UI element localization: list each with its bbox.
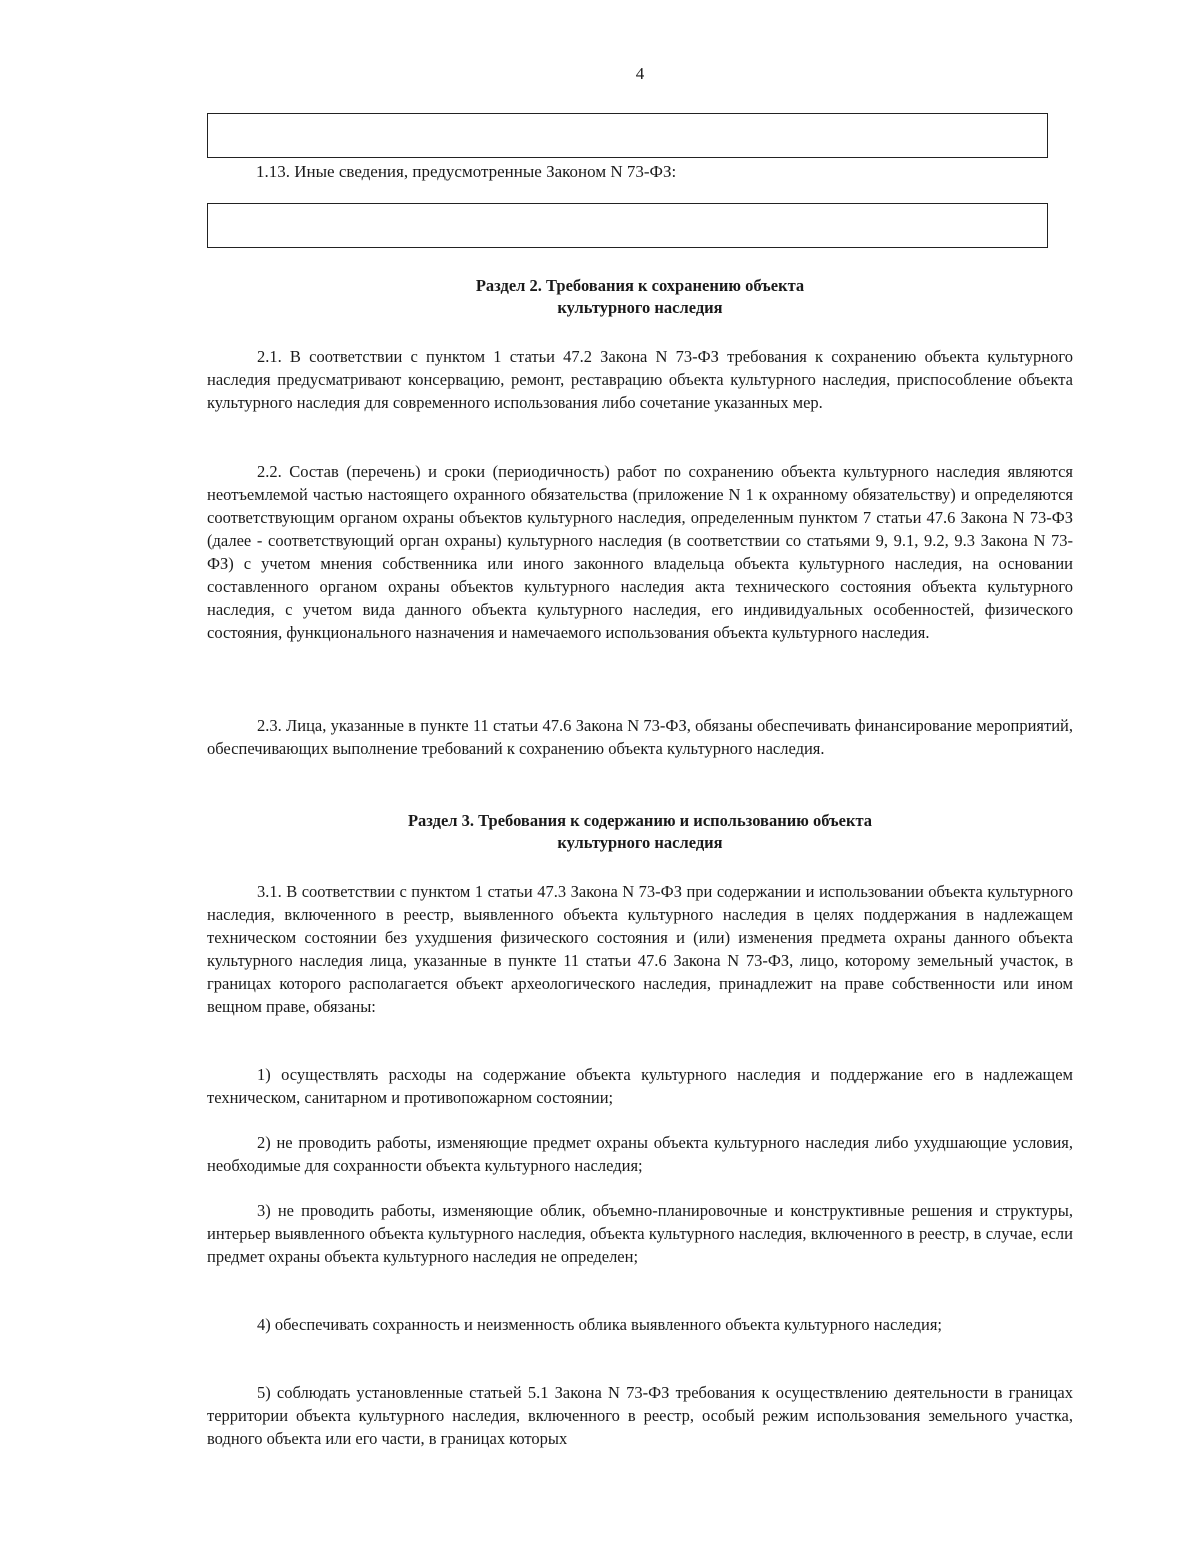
section-2-title: [207, 275, 1073, 319]
paragraph-2-3: 2.3. Лица, указанные в пункте 11 статьи 47.6 Закона N 73-ФЗ, обязаны обеспечивать финансирование мероприятий, обеспечивающих выполнение требований к сохранению объекта культурного наследия.: [207, 716, 1073, 758]
paragraph-3-1: 3.1. В соответствии с пунктом 1 статьи 47.3 Закона N 73-ФЗ при содержании и использовании объекта культурного наследия, включенного в реестр, выявленного объекта культурного наследия в целях поддержания в надлежащем техническом состоянии без ухудшения физического состояния и (или) изменения предмета охраны данного объекта культурного наследия лица, указанные в пункте 11 статьи 47.6 Закона N 73-ФЗ, лицо, которому земельный участок, в границах которого располагается объект археологического наследия, принадлежит на праве собственности или ином вещном праве, обязаны:: [207, 882, 1073, 1016]
list-item-1: 1) осуществлять расходы на содержание объекта культурного наследия и поддержание его в надлежащем техническом, санитарном и противопожарном состоянии;: [207, 1065, 1073, 1107]
list-item-2: 2) не проводить работы, изменяющие предмет охраны объекта культурного наследия либо ухудшающие условия, необходимые для сохранности объекта культурного наследия;: [207, 1133, 1073, 1175]
empty-field-box-top: [207, 113, 1048, 158]
list-item-3: 3) не проводить работы, изменяющие облик, объемно-планировочные и конструктивные решения и структуры, интерьер выявленного объекта культурного наследия, объекта культурного наследия, включенного в реестр, в случае, если предмет охраны объекта культурного наследия не определен;: [207, 1201, 1073, 1266]
field-1-13-value-box: [207, 203, 1048, 248]
section-3-title-line-2: культурного наследия: [557, 833, 723, 852]
list-item-4: 4) обеспечивать сохранность и неизменность облика выявленного объекта культурного наследия;: [257, 1315, 942, 1334]
section-2-title-line-2: культурного наследия: [557, 298, 723, 317]
paragraph-2-2: 2.2. Состав (перечень) и сроки (периодичность) работ по сохранению объекта культурного наследия являются неотъемлемой частью настоящего охранного обязательства (приложение N 1 к охранному обязательству) и определяются соответствующим органом охраны объектов культурного наследия, определенным пунктом 7 статьи 47.6 Закона N 73-ФЗ (далее - соответствующий орган охраны) культурного наследия (в соответствии со статьями 9, 9.1, 9.2, 9.3 Закона N 73-ФЗ) с учетом мнения собственника или иного законного владельца объекта культурного наследия, на основании составленного органом охраны объектов культурного наследия акта технического состояния объекта культурного наследия, с учетом вида данного объекта культурного наследия, его индивидуальных особенностей, физического состояния, функционального назначения и намечаемого использования объекта культурного наследия.: [207, 462, 1073, 642]
section-3-title: [207, 810, 1073, 854]
page-number: 4: [635, 64, 645, 83]
field-1-13-label: 1.13. Иные сведения, предусмотренные Законом N 73-ФЗ:: [256, 162, 677, 181]
list-item-5: 5) соблюдать установленные статьей 5.1 Закона N 73-ФЗ требования к осуществлению деятельности в границах территории объекта культурного наследия, включенного в реестр, особый режим использования земельного участка, водного объекта или его части, в границах которых: [207, 1383, 1073, 1448]
section-2-title-line-1: Раздел 2. Требования к сохранению объекта: [475, 276, 805, 295]
paragraph-2-1: 2.1. В соответствии с пунктом 1 статьи 47.2 Закона N 73-ФЗ требования к сохранению объекта культурного наследия предусматривают консервацию, ремонт, реставрацию объекта культурного наследия, приспособление объекта культурного наследия для современного использования либо сочетание указанных мер.: [207, 347, 1073, 412]
section-3-title-line-1: Раздел 3. Требования к содержанию и использованию объекта: [407, 811, 873, 830]
